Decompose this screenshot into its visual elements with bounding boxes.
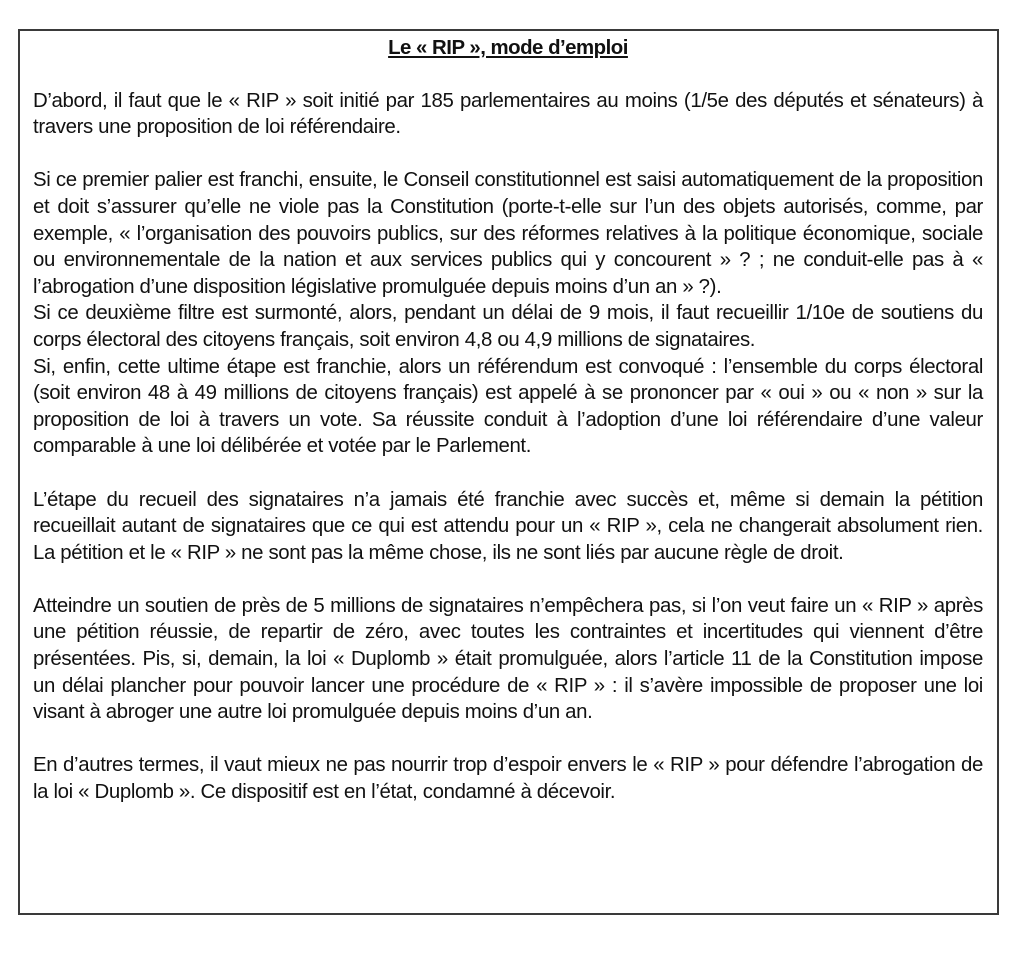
paragraph-initiation: D’abord, il faut que le « RIP » soit initié par 185 parlementaires au moins (1/5e des députés et sénateurs) à travers une proposition de loi référendaire. [33,89,983,139]
info-box [18,29,999,915]
paragraph-referendum: Si, enfin, cette ultime étape est franchie, alors un référendum est convoqué : l’ensemble du corps électoral (soit environ 48 à 49 millions de citoyens français) est appelé à se prononcer par « oui » ou « non » sur la proposition de loi à travers un vote. Sa réussite conduit à l’adoption d’une loi référendaire d’une valeur comparable à une loi délibérée et votée par le Parlement. [33,355,983,458]
paragraph-conclusion: En d’autres termes, il vaut mieux ne pas nourrir trop d’espoir envers le « RIP » pour défendre l’abrogation de la loi « Duplomb ». Ce dispositif est en l’état, condamné à décevoir. [33,754,983,804]
paragraph-signatures: Si ce deuxième filtre est surmonté, alors, pendant un délai de 9 mois, il faut recueillir 1/10e de soutiens du corps électoral des citoyens français, soit environ 4,8 ou 4,9 millions de signataires. [33,302,983,351]
box-title: Le « RIP », mode d’emploi [388,37,628,59]
paragraph-petition-vs-rip: L’étape du recueil des signataires n’a jamais été franchie avec succès et, même si demain la pétition recueillait autant de signataires que ce qui est attendu pour un « RIP », cela ne changerait absolument rien. La pétition et le « RIP » ne sont pas la même chose, ils ne sont liés par aucune règle de droit. [33,488,983,564]
paragraph-constitutional-council: Si ce premier palier est franchi, ensuite, le Conseil constitutionnel est saisi automatiquement de la proposition et doit s’assurer qu’elle ne viole pas la Constitution (porte-t-elle sur l’un des objets autorisés, comme, par exemple, « l’organisation des pouvoirs publics, sur des réformes relatives à la politique économique, sociale ou environnementale de la nation et aux services publics qui y concourent » ? ; ne conduit-elle pas à « l’abrogation d’une disposition législative promulguée depuis moins d’un an » ?). [33,169,983,298]
paragraph-duplomb-constraint: Atteindre un soutien de près de 5 millions de signataires n’empêchera pas, si l’on veut faire un « RIP » après une pétition réussie, de repartir de zéro, avec toutes les contraintes et incertitudes qui viennent d’être présentées. Pis, si, demain, la loi « Duplomb » était promulguée, alors l’article 11 de la Constitution impose un délai plancher pour pouvoir lancer une procédure de « RIP » : il s’avère impossible de proposer une loi visant à abroger une autre loi promulguée depuis moins d’un an. [33,594,983,724]
